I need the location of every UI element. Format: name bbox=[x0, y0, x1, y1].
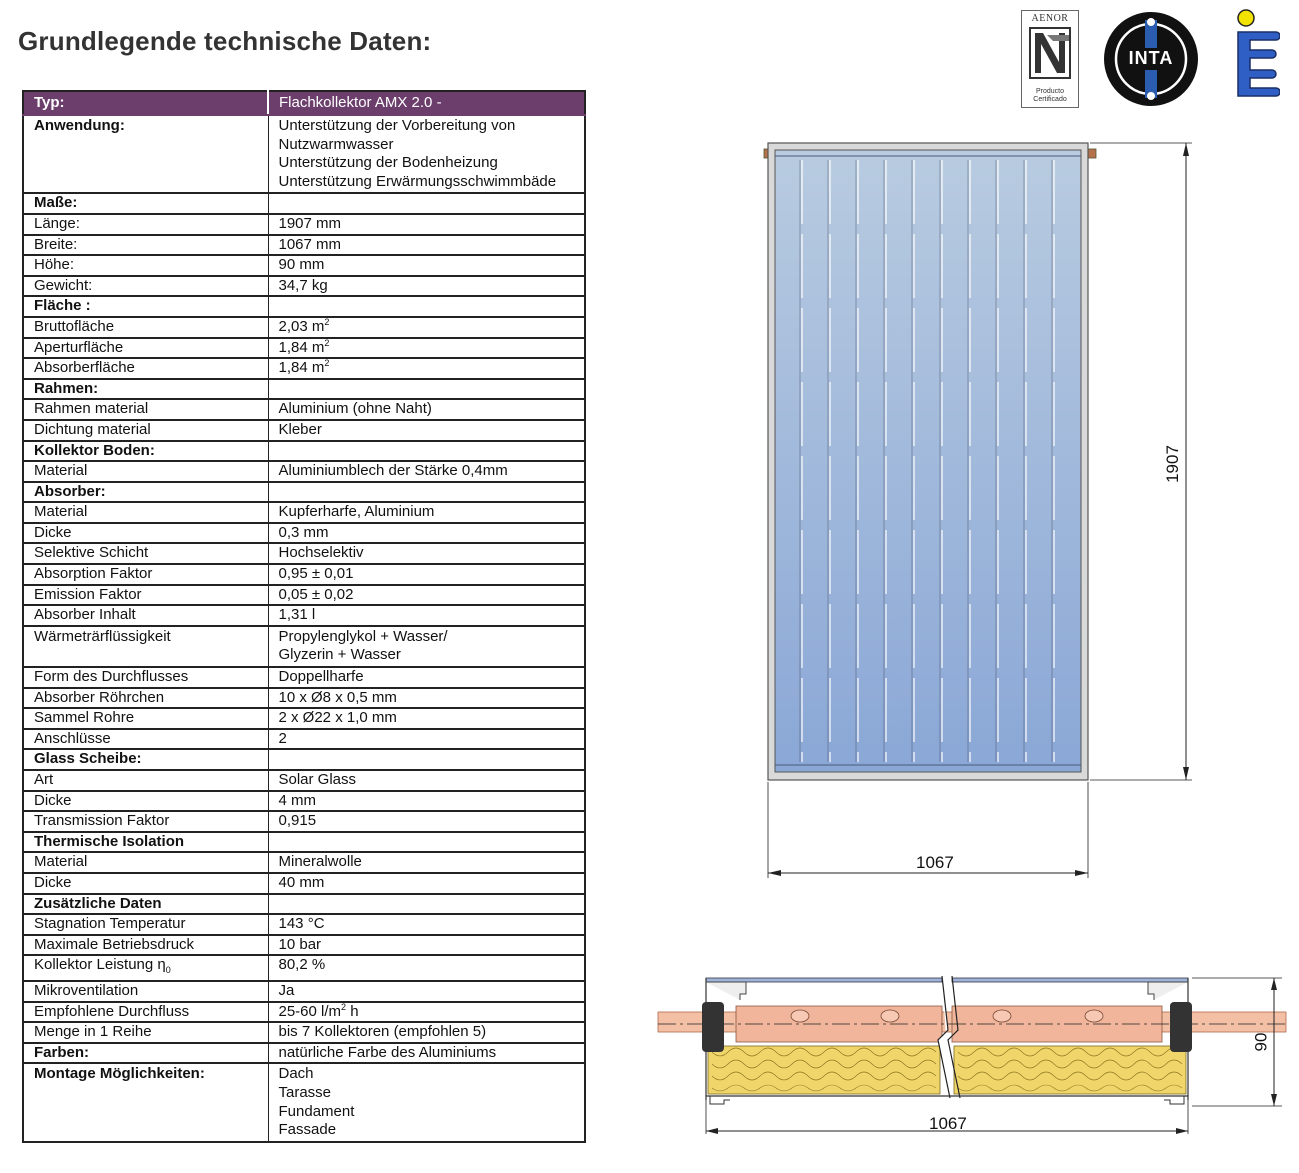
table-row bbox=[23, 832, 585, 853]
spec-label bbox=[23, 214, 268, 235]
spec-label-text: Fläche : bbox=[34, 297, 91, 315]
spec-value bbox=[268, 338, 585, 359]
spec-label bbox=[23, 461, 268, 482]
spec-label-text: Transmission Faktor bbox=[34, 812, 170, 830]
spec-label-text: Stagnation Temperatur bbox=[34, 915, 186, 933]
spec-label-text: Anschlüsse bbox=[34, 729, 111, 747]
spec-value bbox=[268, 399, 585, 420]
spec-value bbox=[268, 873, 585, 894]
spec-label-text: Thermische Isolation bbox=[34, 832, 185, 850]
table-row bbox=[23, 708, 585, 729]
collector-front-view bbox=[756, 134, 1196, 880]
spec-label bbox=[23, 935, 268, 956]
spec-label bbox=[23, 729, 268, 750]
spec-value bbox=[268, 585, 585, 606]
spec-value bbox=[268, 832, 585, 853]
spec-label bbox=[23, 543, 268, 564]
aenor-sub1: Producto bbox=[1035, 88, 1065, 95]
table-row bbox=[23, 981, 585, 1002]
spec-label bbox=[23, 749, 268, 770]
spec-label-subscript: 0 bbox=[165, 965, 171, 976]
spec-label-text: Farben: bbox=[34, 1043, 90, 1061]
spec-value-text: 2 bbox=[278, 729, 287, 747]
spec-label-text: Absorber: bbox=[34, 482, 106, 500]
spec-label bbox=[23, 688, 268, 709]
spec-label bbox=[23, 502, 268, 523]
table-row bbox=[23, 626, 585, 667]
spec-label-text: Material bbox=[34, 462, 88, 480]
table-row bbox=[23, 852, 585, 873]
spec-value-text: 2,03 m bbox=[278, 317, 325, 335]
spec-value bbox=[268, 317, 585, 338]
spec-value-text: Hochselektiv bbox=[278, 544, 364, 562]
spec-value bbox=[268, 791, 585, 812]
table-row bbox=[23, 543, 585, 564]
spec-value-text: 90 mm bbox=[278, 256, 325, 274]
spec-label-text: Art bbox=[34, 771, 54, 788]
spec-label-text: Kollektor Boden: bbox=[34, 441, 155, 459]
table-header-row bbox=[23, 91, 585, 115]
inta-logo-text: INTA bbox=[1128, 48, 1174, 68]
spec-value bbox=[268, 1043, 585, 1064]
spec-label bbox=[23, 317, 268, 338]
spec-value-line: Fassade bbox=[278, 1121, 337, 1139]
section-height-dimension: 90 bbox=[1251, 1032, 1271, 1052]
spec-value bbox=[268, 193, 585, 214]
table-row bbox=[23, 358, 585, 379]
table-row bbox=[23, 420, 585, 441]
type-value: Flachkollektor AMX 2.0 - bbox=[268, 91, 585, 115]
spec-value-text: 4 mm bbox=[278, 791, 316, 809]
spec-value bbox=[268, 1002, 585, 1023]
spec-label-text: Absorber Inhalt bbox=[34, 606, 136, 624]
spec-label bbox=[23, 955, 268, 981]
spec-value bbox=[268, 626, 585, 667]
inta-logo bbox=[1104, 12, 1198, 106]
spec-label-text: Form des Durchflusses bbox=[34, 668, 189, 686]
front-height-dimension: 1907 bbox=[1162, 445, 1182, 483]
spec-value bbox=[268, 482, 585, 503]
spec-value-text: 10 bar bbox=[278, 935, 322, 953]
spec-value-line: Unterstützung Erwärmungsschwimmbäde bbox=[278, 172, 557, 190]
spec-value bbox=[268, 770, 585, 791]
spec-value-line: Nutzwarmwasser bbox=[278, 135, 394, 153]
spec-value-line: Dach bbox=[278, 1065, 314, 1083]
spec-label bbox=[23, 708, 268, 729]
table-row bbox=[23, 115, 585, 193]
spec-value-text: natürliche Farbe des Aluminiums bbox=[278, 1043, 497, 1061]
section-width-dimension: 1067 bbox=[929, 1114, 967, 1133]
spec-label bbox=[23, 193, 268, 214]
spec-value-text: 1,31 l bbox=[278, 606, 316, 624]
spec-value-line: Fundament bbox=[278, 1102, 355, 1120]
spec-value-text: 0,95 ± 0,01 bbox=[278, 565, 354, 583]
collector-front-drawing bbox=[756, 134, 1196, 880]
spec-value-superscript: 2 bbox=[324, 358, 330, 369]
spec-label bbox=[23, 832, 268, 853]
spec-value-text: 1907 mm bbox=[278, 214, 342, 232]
spec-value bbox=[268, 115, 585, 193]
spec-label bbox=[23, 420, 268, 441]
spec-label bbox=[23, 115, 268, 193]
spec-label-text: Zusätzliche Daten bbox=[34, 894, 162, 912]
table-row bbox=[23, 791, 585, 812]
spec-label-text: Dichtung material bbox=[34, 420, 151, 438]
spec-label-text: Höhe: bbox=[34, 256, 75, 274]
spec-label-text: Sammel Rohre bbox=[34, 709, 135, 727]
spec-label bbox=[23, 441, 268, 462]
table-row bbox=[23, 193, 585, 214]
aenor-sub2: Certificado bbox=[1033, 96, 1067, 103]
table-row bbox=[23, 935, 585, 956]
spec-value bbox=[268, 564, 585, 585]
spec-label bbox=[23, 399, 268, 420]
spec-value-text: Aluminium (ohne Naht) bbox=[278, 400, 432, 418]
spec-label-text: Rahmen: bbox=[34, 379, 99, 397]
spec-value bbox=[268, 296, 585, 317]
spec-value-text: 1,84 m bbox=[278, 338, 325, 356]
page-title: Grundlegende technische Daten: bbox=[18, 26, 432, 56]
aenor-logo-text: AENOR bbox=[1031, 13, 1069, 24]
table-row bbox=[23, 276, 585, 297]
spec-label bbox=[23, 564, 268, 585]
spec-value bbox=[268, 914, 585, 935]
spec-value bbox=[268, 502, 585, 523]
spec-label-text: Montage Möglichkeiten: bbox=[34, 1065, 205, 1083]
spec-label bbox=[23, 235, 268, 256]
spec-value-text: bis 7 Kollektoren (empfohlen 5) bbox=[278, 1023, 487, 1041]
spec-label-text: Empfohlene Durchfluss bbox=[34, 1002, 190, 1020]
spec-value-line: Tarasse bbox=[278, 1083, 332, 1101]
table-row bbox=[23, 770, 585, 791]
table-row bbox=[23, 317, 585, 338]
table-row bbox=[23, 667, 585, 688]
spec-value-line: Propylenglykol + Wasser/ bbox=[278, 627, 448, 645]
table-row bbox=[23, 1063, 585, 1141]
spec-value-superscript: 2 bbox=[341, 1001, 347, 1012]
aenor-logo bbox=[1021, 10, 1079, 108]
table-row bbox=[23, 605, 585, 626]
spec-value-text: 25-60 l/m bbox=[278, 1002, 342, 1020]
spec-value-superscript: 2 bbox=[324, 337, 330, 348]
table-row bbox=[23, 688, 585, 709]
spec-value-text: 2 x Ø22 x 1,0 mm bbox=[278, 709, 397, 727]
table-row bbox=[23, 873, 585, 894]
table-row bbox=[23, 1022, 585, 1043]
table-row bbox=[23, 502, 585, 523]
spec-value-text: 40 mm bbox=[278, 873, 325, 891]
table-row bbox=[23, 482, 585, 503]
spec-label bbox=[23, 255, 268, 276]
spec-value bbox=[268, 688, 585, 709]
table-row bbox=[23, 296, 585, 317]
spec-label bbox=[23, 914, 268, 935]
spec-value-text: Mineralwolle bbox=[278, 853, 362, 871]
spec-value-text: Aluminiumblech der Stärke 0,4mm bbox=[278, 462, 508, 480]
spec-value bbox=[268, 894, 585, 915]
table-row bbox=[23, 955, 585, 981]
spec-label bbox=[23, 296, 268, 317]
aenor-n-mark-icon bbox=[1029, 27, 1071, 79]
spec-label-text: Maximale Betriebsdruck bbox=[34, 935, 195, 953]
spec-label-text: Material bbox=[34, 503, 88, 521]
spec-value-suffix: h bbox=[346, 1002, 359, 1020]
spec-label bbox=[23, 379, 268, 400]
spec-value bbox=[268, 852, 585, 873]
spec-value-text: Kupferharfe, Aluminium bbox=[278, 503, 435, 521]
aenor-certificate-text bbox=[1022, 88, 1078, 104]
spec-label bbox=[23, 482, 268, 503]
spec-value bbox=[268, 214, 585, 235]
spec-label-text: Dicke bbox=[34, 523, 72, 541]
spec-value bbox=[268, 255, 585, 276]
spec-value bbox=[268, 1022, 585, 1043]
spec-label-text: Anwendung: bbox=[34, 117, 125, 134]
spec-value bbox=[268, 1063, 585, 1141]
spec-value bbox=[268, 729, 585, 750]
spec-value-text: 80,2 % bbox=[278, 956, 326, 974]
spec-value-line: Unterstützung der Bodenheizung bbox=[278, 154, 498, 172]
spec-value-text: Kleber bbox=[278, 420, 322, 438]
spec-label-text: Wärmeträrflüssigkeit bbox=[34, 627, 171, 645]
spec-value-text: 0,915 bbox=[278, 812, 317, 830]
spec-label bbox=[23, 626, 268, 667]
spec-value bbox=[268, 543, 585, 564]
spec-value bbox=[268, 276, 585, 297]
spec-label-text: Rahmen material bbox=[34, 400, 149, 418]
spec-label-text: Aperturfläche bbox=[34, 338, 124, 356]
spec-value-line: Unterstützung der Vorbereitung von bbox=[278, 117, 516, 134]
spec-label-text: Gewicht: bbox=[34, 276, 93, 294]
spec-value bbox=[268, 935, 585, 956]
spec-value bbox=[268, 358, 585, 379]
table-row bbox=[23, 894, 585, 915]
spec-label bbox=[23, 873, 268, 894]
spec-label-text: Maße: bbox=[34, 194, 78, 212]
spec-value bbox=[268, 667, 585, 688]
spec-label bbox=[23, 1043, 268, 1064]
spec-value-text: 0,3 mm bbox=[278, 523, 329, 541]
spec-label bbox=[23, 1063, 268, 1141]
e-logo-icon bbox=[1232, 8, 1280, 108]
spec-label-text: Menge in 1 Reihe bbox=[34, 1023, 152, 1041]
spec-value bbox=[268, 955, 585, 981]
table-row bbox=[23, 564, 585, 585]
table-row bbox=[23, 338, 585, 359]
table-row bbox=[23, 811, 585, 832]
spec-value-superscript: 2 bbox=[324, 316, 330, 327]
spec-label bbox=[23, 1002, 268, 1023]
spec-value-text: 34,7 kg bbox=[278, 276, 328, 294]
spec-label bbox=[23, 852, 268, 873]
collector-section-drawing bbox=[652, 968, 1292, 1136]
spec-label bbox=[23, 358, 268, 379]
table-row bbox=[23, 729, 585, 750]
spec-label bbox=[23, 338, 268, 359]
spec-label-text: Selektive Schicht bbox=[34, 544, 149, 562]
spec-value bbox=[268, 981, 585, 1002]
spec-label bbox=[23, 791, 268, 812]
spec-label-text: Absorption Faktor bbox=[34, 565, 153, 583]
table-row bbox=[23, 399, 585, 420]
spec-label-text: Mikroventilation bbox=[34, 981, 139, 999]
collector-cross-section bbox=[652, 968, 1292, 1136]
spec-value-text: 143 °C bbox=[278, 915, 325, 933]
spec-value bbox=[268, 379, 585, 400]
spec-label-text: Absorber Röhrchen bbox=[34, 688, 165, 706]
spec-value-text: 1067 mm bbox=[278, 235, 342, 253]
spec-label-text: Dicke bbox=[34, 873, 72, 891]
spec-label-text: Absorberfläche bbox=[34, 359, 135, 377]
spec-value-text: Doppellharfe bbox=[278, 668, 364, 686]
table-row bbox=[23, 461, 585, 482]
front-width-dimension: 1067 bbox=[916, 853, 954, 872]
spec-label bbox=[23, 1022, 268, 1043]
table-row bbox=[23, 441, 585, 462]
spec-value bbox=[268, 749, 585, 770]
spec-value-text: 1,84 m bbox=[278, 359, 325, 377]
spec-label-text: Länge: bbox=[34, 214, 80, 232]
spec-value bbox=[268, 811, 585, 832]
spec-label bbox=[23, 276, 268, 297]
spec-value bbox=[268, 461, 585, 482]
table-row bbox=[23, 214, 585, 235]
spec-label bbox=[23, 605, 268, 626]
table-row bbox=[23, 523, 585, 544]
spec-value-text: 0,05 ± 0,02 bbox=[278, 585, 354, 603]
spec-value bbox=[268, 235, 585, 256]
spec-value-text: Ja bbox=[278, 981, 295, 999]
table-row bbox=[23, 749, 585, 770]
spec-value bbox=[268, 605, 585, 626]
table-row bbox=[23, 585, 585, 606]
spec-label bbox=[23, 811, 268, 832]
spec-label-text: Bruttofläche bbox=[34, 317, 115, 335]
spec-value-line: Glyzerin + Wasser bbox=[278, 646, 401, 664]
spec-label-text: Dicke bbox=[34, 791, 72, 809]
spec-label bbox=[23, 523, 268, 544]
spec-value bbox=[268, 441, 585, 462]
spec-label-text: Kollektor Leistung η bbox=[34, 956, 166, 974]
table-row bbox=[23, 1043, 585, 1064]
type-label: Typ: bbox=[23, 91, 268, 115]
spec-table bbox=[22, 90, 586, 1143]
spec-label-text: Emission Faktor bbox=[34, 585, 142, 603]
spec-label-text: Glass Scheibe: bbox=[34, 750, 142, 768]
spec-value-text: Solar Glass bbox=[278, 771, 357, 788]
spec-label bbox=[23, 981, 268, 1002]
spec-value bbox=[268, 420, 585, 441]
spec-value-text: 10 x Ø8 x 0,5 mm bbox=[278, 688, 397, 706]
spec-label bbox=[23, 894, 268, 915]
spec-value bbox=[268, 523, 585, 544]
spec-value bbox=[268, 708, 585, 729]
spec-label bbox=[23, 667, 268, 688]
table-row bbox=[23, 1002, 585, 1023]
table-row bbox=[23, 914, 585, 935]
spec-label bbox=[23, 770, 268, 791]
table-row bbox=[23, 235, 585, 256]
spec-label bbox=[23, 585, 268, 606]
spec-label-text: Breite: bbox=[34, 235, 78, 253]
spec-label-text: Material bbox=[34, 853, 88, 871]
table-row bbox=[23, 379, 585, 400]
table-row bbox=[23, 255, 585, 276]
